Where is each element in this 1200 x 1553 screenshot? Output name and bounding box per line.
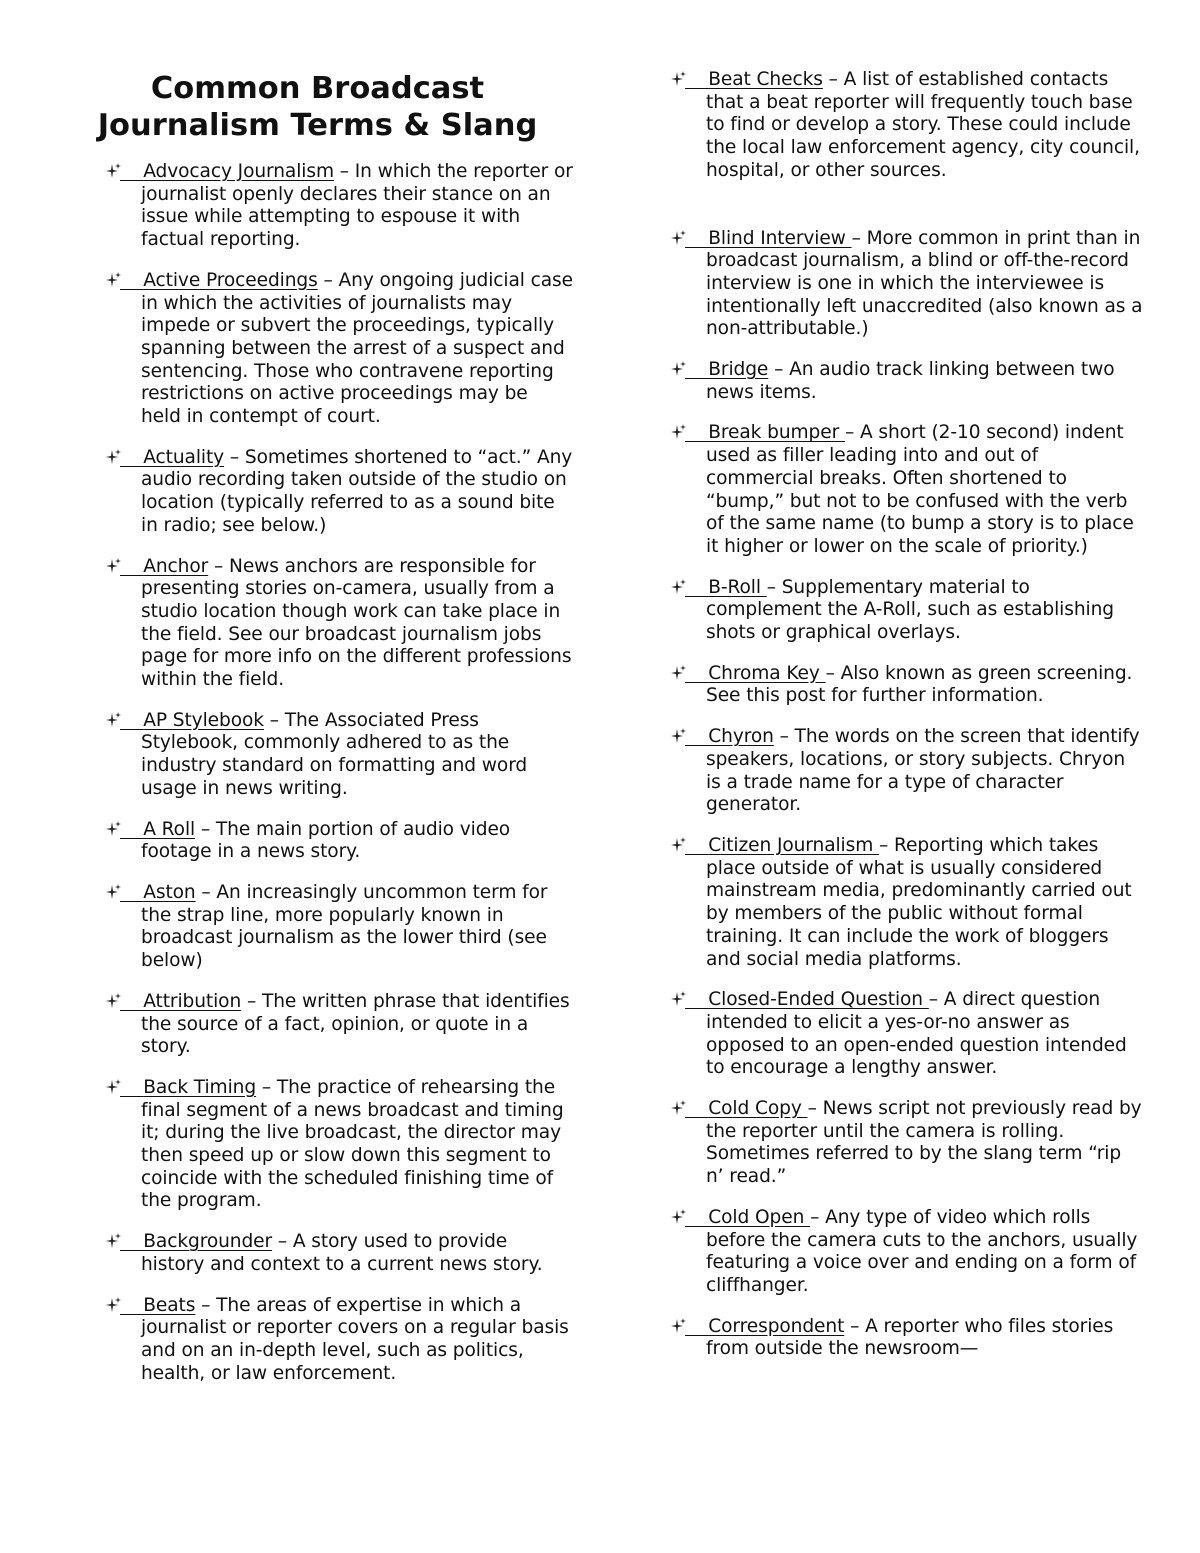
- glossary-definition: – A reporter who files stories from outside the newsroom—: [706, 1315, 1114, 1360]
- glossary-definition: – Any ongoing judicial case in which the activities of journalists may impede or subvert the proceedings, typically spanning between the arrest of a suspect and sentencing. Those who contravene reporting restrictions on active proceedings may be held in contempt of court.: [141, 269, 573, 428]
- glossary-entry: [103, 882, 573, 973]
- glossary-definition: – The areas of expertise in which a journalist or reporter covers on a regular basis and on an in-depth level, such as politics, health, or law enforcement.: [141, 1294, 569, 1384]
- star-bullet-icon: [668, 1316, 688, 1338]
- glossary-term: Active Proceedings: [143, 269, 318, 291]
- glossary-term: Cold Open: [708, 1206, 811, 1228]
- star-bullet-icon: [668, 69, 688, 91]
- glossary-term: Back Timing: [143, 1076, 257, 1098]
- glossary-term: B-Roll: [708, 576, 767, 598]
- star-bullet-icon: [668, 989, 688, 1011]
- glossary-entry: [668, 577, 1143, 645]
- glossary-entry: [668, 726, 1143, 817]
- glossary-term: Cold Copy: [708, 1098, 808, 1120]
- glossary-definition: – An audio track linking between two news items.: [706, 359, 1115, 403]
- glossary-term: A Roll: [143, 818, 196, 840]
- glossary-definition: – A direct question intended to elicit a yes-or-no answer as opposed to an open-ended question intended to encourage a lengthy answer.: [706, 989, 1127, 1079]
- glossary-entry: [103, 1077, 573, 1213]
- glossary-definition: – A story used to provide history and context to a current news story.: [141, 1231, 543, 1275]
- title-line-2: Journalism Terms & Slang: [97, 108, 538, 143]
- glossary-entry: [103, 1231, 573, 1276]
- glossary-entry: [668, 1207, 1143, 1298]
- star-bullet-icon: [103, 1295, 123, 1317]
- star-bullet-icon: [103, 270, 123, 292]
- glossary-entry: [103, 819, 573, 864]
- glossary-term: Beat Checks: [708, 69, 823, 90]
- glossary-definition: – News anchors are responsible for presenting stories on-camera, usually from a studio location though work can take place in the field. See our broadcast journalism jobs page for more info on the different professions within the field.: [141, 555, 572, 691]
- glossary-definition: – Also known as green screening. See this post for further information.: [706, 662, 1133, 707]
- glossary-entry: [668, 1316, 1143, 1361]
- glossary-term: Citizen Journalism: [708, 834, 880, 856]
- star-bullet-icon: [668, 663, 688, 685]
- star-bullet-icon: [103, 1077, 123, 1099]
- glossary-term: Break bumper: [708, 422, 845, 444]
- glossary-term: Actuality: [143, 446, 225, 468]
- glossary-term: Backgrounder: [143, 1231, 273, 1253]
- glossary-definition: – More common in print than in broadcast journalism, a blind or off-the-record interview is one in which the interviewee is intentionally left unaccredited (also known as a non-attributable.): [706, 227, 1143, 340]
- title-line-1: Common Broadcast: [150, 71, 485, 106]
- star-bullet-icon: [668, 228, 688, 250]
- glossary-term: Chyron: [708, 726, 774, 748]
- glossary-definition: – The words on the screen that identify speakers, locations, or story subjects. Chryon is a trade name for a type of character generator.: [706, 726, 1140, 816]
- star-bullet-icon: [103, 556, 123, 578]
- glossary-term: Attribution: [143, 990, 242, 1012]
- glossary-term: Chroma Key: [708, 662, 826, 684]
- glossary-term: Bridge: [708, 359, 769, 381]
- glossary-term: AP Stylebook: [143, 709, 264, 731]
- glossary-term: Aston: [143, 881, 196, 903]
- star-bullet-icon: [103, 1231, 123, 1253]
- left-column: [103, 161, 573, 1403]
- star-bullet-icon: [103, 819, 123, 841]
- right-column: [668, 69, 1143, 1379]
- star-bullet-icon: [668, 422, 688, 444]
- glossary-definition: – The main portion of audio video footage in a news story.: [141, 818, 511, 863]
- glossary-definition: – A list of established contacts that a beat reporter will frequently touch base to find or develop a story. These could include the local law enforcement agency, city council, hospital, or other sources.: [706, 69, 1140, 181]
- glossary-entry: [103, 991, 573, 1059]
- glossary-entry: [103, 161, 573, 252]
- glossary-definition: – The practice of rehearsing the final segment of a news broadcast and timing it; during the live broadcast, the director may then speed up or slow down this segment to coincide with the scheduled finishing time of the program.: [141, 1076, 564, 1212]
- glossary-definition: – In which the reporter or journalist openly declares their stance on an issue while attempting to espouse it with factual reporting.: [141, 161, 573, 251]
- star-bullet-icon: [103, 710, 123, 732]
- document-title: [80, 70, 555, 144]
- glossary-term: Blind Interview: [708, 227, 852, 249]
- glossary-entry: [103, 270, 573, 429]
- star-bullet-icon: [668, 359, 688, 381]
- glossary-entry: [103, 556, 573, 692]
- glossary-term: Advocacy Journalism: [143, 161, 334, 182]
- star-bullet-icon: [668, 1098, 688, 1120]
- glossary-entry: [103, 710, 573, 801]
- glossary-entry: [668, 422, 1143, 558]
- glossary-entry: [103, 447, 573, 538]
- glossary-entry: [668, 663, 1143, 708]
- glossary-entry: [668, 835, 1143, 971]
- star-bullet-icon: [103, 991, 123, 1013]
- glossary-entry: [103, 1295, 573, 1386]
- glossary-entry: [668, 359, 1143, 404]
- glossary-entry: [668, 228, 1143, 342]
- glossary-definition: – Sometimes shortened to “act.” Any audio recording taken outside of the studio on location (typically referred to as a sound bite in radio; see below.): [141, 446, 573, 536]
- glossary-term: Closed-Ended Question: [708, 989, 929, 1011]
- glossary-entry: [668, 989, 1143, 1080]
- glossary-definition: – News script not previously read by the reporter until the camera is rolling. Sometimes referred to by the slang term “rip n’ read.”: [706, 1098, 1142, 1188]
- glossary-term: Anchor: [143, 555, 209, 577]
- star-bullet-icon: [103, 161, 123, 183]
- glossary-entry: [668, 69, 1143, 183]
- glossary-definition: – An increasingly uncommon term for the strap line, more popularly known in broadcast journalism as the lower third (see below): [141, 881, 548, 972]
- glossary-definition: – Reporting which takes place outside of what is usually considered mainstream media, predominantly carried out by members of the public without formal training. It can include the work of bloggers and social media platforms.: [706, 834, 1132, 970]
- star-bullet-icon: [668, 577, 688, 599]
- star-bullet-icon: [103, 882, 123, 904]
- glossary-definition: – The Associated Press Stylebook, commonly adhered to as the industry standard on formatting and word usage in news writing.: [141, 709, 528, 799]
- star-bullet-icon: [668, 1207, 688, 1229]
- star-bullet-icon: [668, 835, 688, 857]
- glossary-definition: – Supplementary material to complement the A-Roll, such as establishing shots or graphical overlays.: [706, 576, 1114, 644]
- star-bullet-icon: [103, 447, 123, 469]
- glossary-entry: [668, 1098, 1143, 1189]
- glossary-term: Beats: [143, 1294, 196, 1316]
- star-bullet-icon: [668, 726, 688, 748]
- glossary-definition: – A short (2-10 second) indent used as filler leading into and out of commercial breaks. Often shortened to “bump,” but not to be confused with the verb of the same name (to bump a story is to place it higher or lower on the scale of priority.): [706, 422, 1134, 557]
- glossary-definition: – Any type of video which rolls before the camera cuts to the anchors, usually featuring a voice over and ending on a form of cliffhanger.: [706, 1206, 1138, 1296]
- glossary-definition: – The written phrase that identifies the source of a fact, opinion, or quote in a story.: [141, 990, 570, 1058]
- glossary-term: Correspondent: [708, 1315, 845, 1337]
